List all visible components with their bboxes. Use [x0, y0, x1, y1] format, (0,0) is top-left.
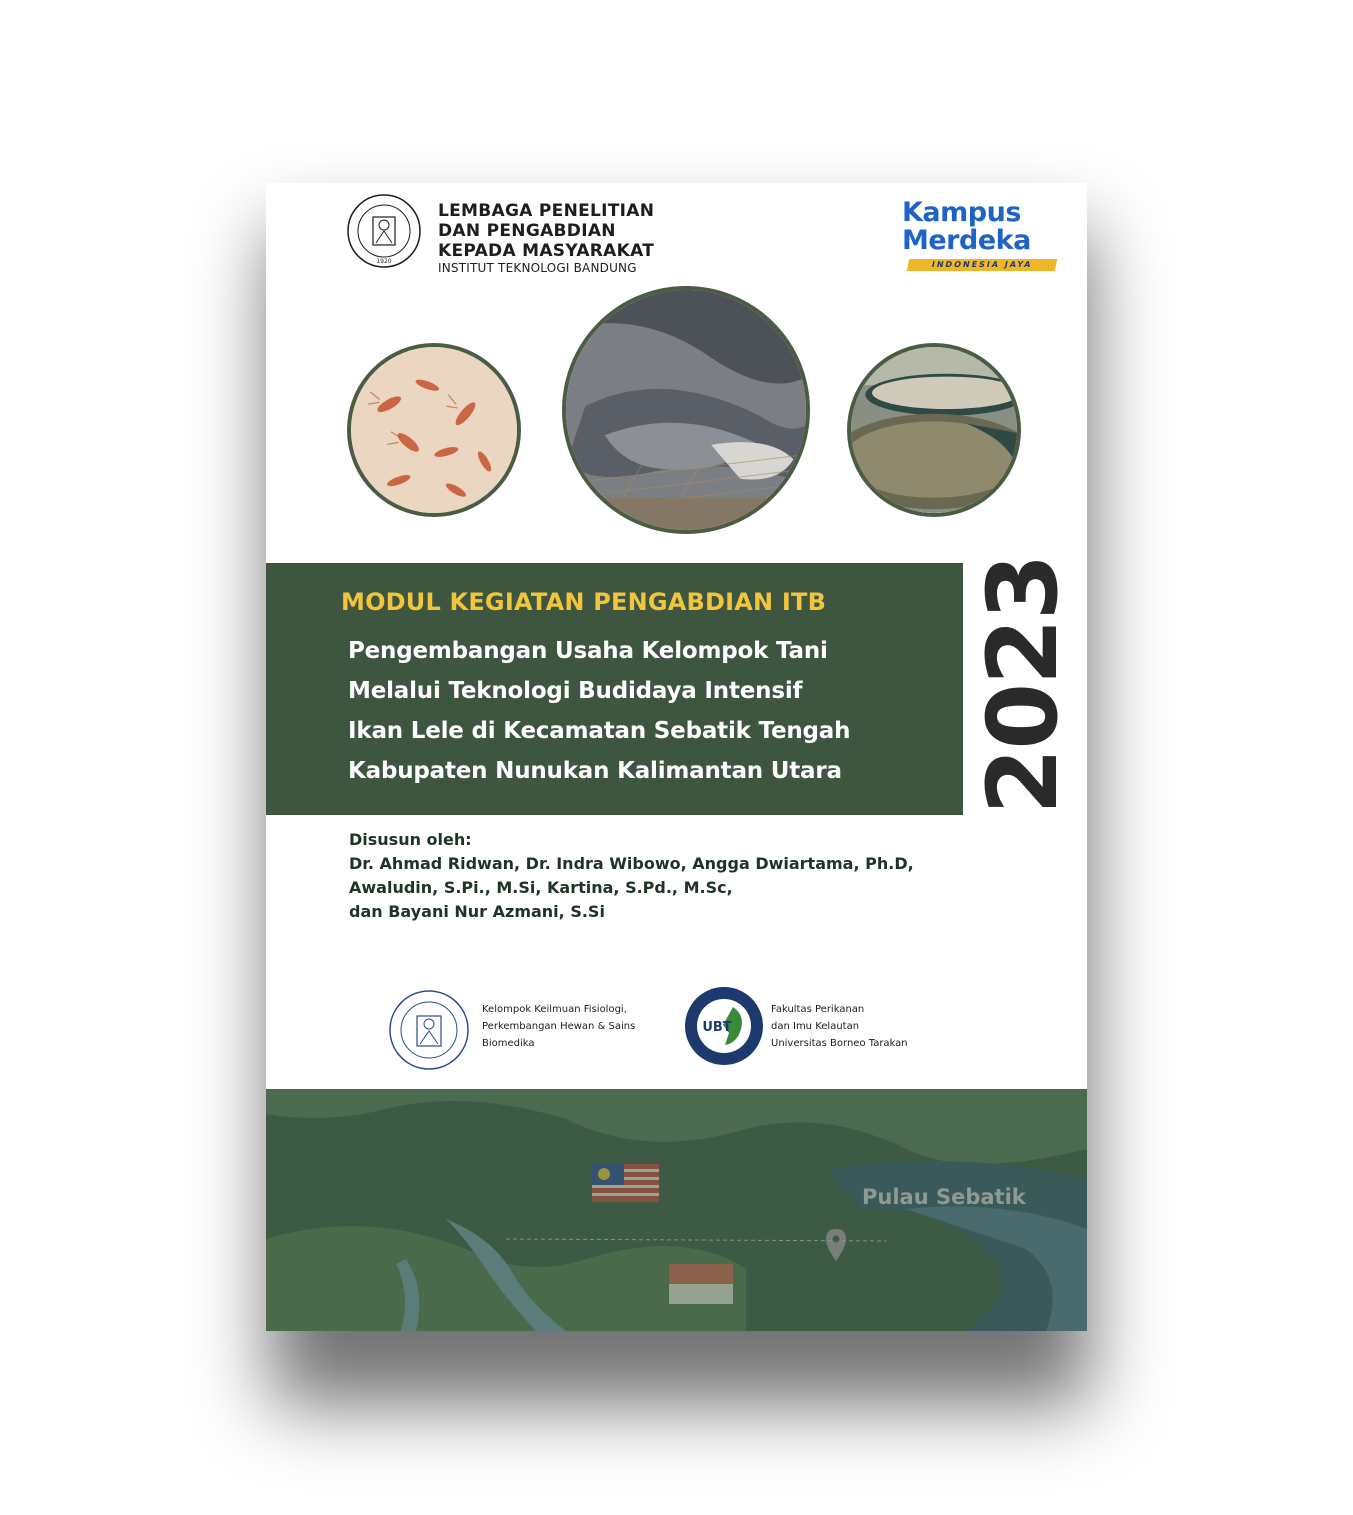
partner-1-line-1: Kelompok Keilmuan Fisiologi, [482, 1004, 627, 1015]
partner-1-line-3: Biomedika [482, 1038, 535, 1049]
authors-line-1: Dr. Ahmad Ridwan, Dr. Indra Wibowo, Angga Dwiartama, Ph.D, [349, 854, 914, 873]
subtitle-line-1: Pengembangan Usaha Kelompok Tani [348, 638, 828, 664]
ubt-logo-icon [683, 985, 765, 1067]
partner-1-line-2: Perkembangan Hewan & Sains [482, 1021, 636, 1032]
partner-2-line-2: dan Imu Kelautan [771, 1021, 860, 1032]
book-cover [266, 183, 1087, 1331]
malaysia-flag-icon [592, 1164, 659, 1202]
partner-ubt-name [771, 1001, 908, 1052]
partner-kk-name [482, 1001, 635, 1052]
subtitle-line-3: Ikan Lele di Kecamatan Sebatik Tengah [348, 718, 851, 744]
partner-2-line-3: Universitas Borneo Tarakan [771, 1038, 908, 1049]
km-tagline: INDONESIA JAYA [907, 259, 1058, 271]
kampus-merdeka-logo [898, 197, 1058, 269]
km-line-1: Kampus [902, 197, 1021, 228]
indonesia-flag-icon [669, 1264, 733, 1304]
institution-name [438, 201, 654, 275]
svg-text:1920: 1920 [376, 258, 392, 265]
photo-ponds [847, 343, 1021, 517]
map-label: Pulau Sebatik [862, 1185, 1026, 1209]
photo-artemia [347, 343, 521, 517]
subtitle-line-4: Kabupaten Nunukan Kalimantan Utara [348, 758, 842, 784]
institution-line-3: KEPADA MASYARAKAT [438, 241, 655, 261]
satellite-map [266, 1089, 1087, 1331]
institution-line-1: LEMBAGA PENELITIAN [438, 201, 655, 221]
authors-line-2: Awaludin, S.Pi., M.Si, Kartina, S.Pd., M.Sc, [349, 878, 733, 897]
svg-text:UBT: UBT [702, 1020, 732, 1035]
itb-seal-icon [388, 989, 470, 1071]
module-title: MODUL KEGIATAN PENGABDIAN ITB [341, 588, 827, 616]
authors-line-3: dan Bayani Nur Azmani, S.Si [349, 902, 605, 921]
publication-year: 2023 [967, 555, 1079, 815]
partner-2-line-1: Fakultas Perikanan [771, 1004, 865, 1015]
km-line-2: Merdeka [902, 225, 1031, 256]
module-subtitle [348, 631, 850, 791]
institution-line-2: DAN PENGABDIAN [438, 221, 616, 241]
institution-sub: INSTITUT TEKNOLOGI BANDUNG [438, 261, 637, 275]
authors-block [349, 828, 914, 924]
photo-catfish [562, 286, 810, 534]
authors-label: Disusun oleh: [349, 830, 472, 849]
subtitle-line-2: Melalui Teknologi Budidaya Intensif [348, 678, 803, 704]
itb-seal-icon [346, 193, 422, 269]
